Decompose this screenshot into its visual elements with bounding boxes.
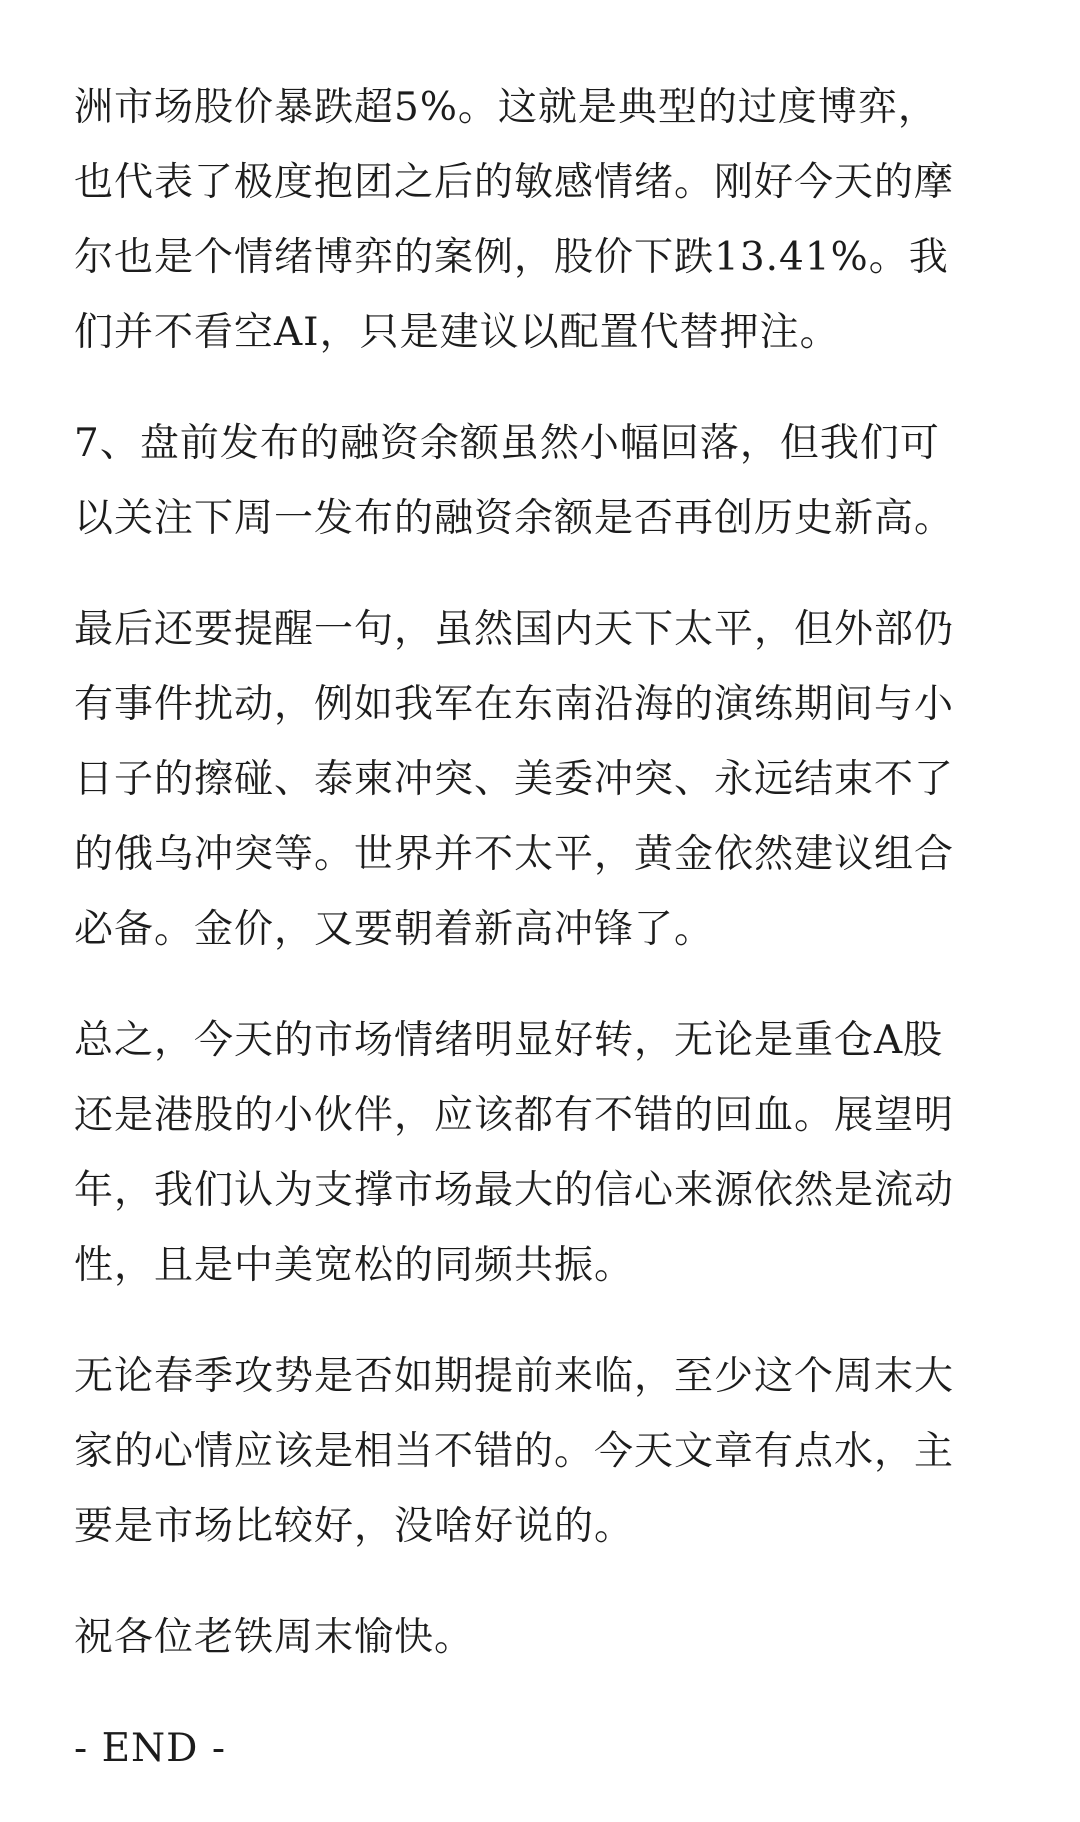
text-line: 尔也是个情绪博弈的案例，股价下跌13.41%。我	[74, 235, 949, 280]
text-line: 日子的擦碰、泰柬冲突、美委冲突、永远结束不了	[74, 757, 955, 802]
text-line: 家的心情应该是相当不错的。今天文章有点水，主	[74, 1429, 955, 1474]
article-body	[74, 70, 1014, 1822]
text-line: 年，我们认为支撑市场最大的信心来源依然是流动	[74, 1168, 955, 1213]
text-line: 有事件扰动，例如我军在东南沿海的演练期间与小	[74, 682, 955, 727]
text-line: 性，且是中美宽松的同频共振。	[74, 1243, 635, 1288]
text-line: 祝各位老铁周末愉快。	[74, 1615, 475, 1660]
paragraph-europe-market	[74, 70, 1014, 370]
paragraph-summary	[74, 1003, 1014, 1303]
end-mark	[74, 1711, 1014, 1786]
text-line: 要是市场比较好，没啥好说的。	[74, 1504, 635, 1549]
text-line: 无论春季攻势是否如期提前来临，至少这个周末大	[74, 1354, 955, 1399]
text-line: 们并不看空AI，只是建议以配置代替押注。	[74, 310, 840, 355]
text-line: 总之，今天的市场情绪明显好转，无论是重仓A股	[74, 1018, 944, 1063]
text-line: 也代表了极度抱团之后的敏感情绪。刚好今天的摩	[74, 160, 955, 205]
paragraph-greeting	[74, 1600, 1014, 1675]
text-line: 还是港股的小伙伴，应该都有不错的回血。展望明	[74, 1093, 955, 1138]
end-mark-text: - END -	[74, 1726, 227, 1771]
text-line: 必备。金价，又要朝着新高冲锋了。	[74, 907, 715, 952]
text-line: 最后还要提醒一句，虽然国内天下太平，但外部仍	[74, 607, 955, 652]
paragraph-margin-balance	[74, 406, 1014, 556]
paragraph-external-risk	[74, 592, 1014, 967]
text-line: 以关注下周一发布的融资余额是否再创历史新高。	[74, 496, 955, 541]
text-line: 7、盘前发布的融资余额虽然小幅回落，但我们可	[74, 421, 940, 466]
text-line: 的俄乌冲突等。世界并不太平，黄金依然建议组合	[74, 832, 955, 877]
text-line: 洲市场股价暴跌超5%。这就是典型的过度博弈，	[74, 85, 938, 130]
paragraph-weekend-mood	[74, 1339, 1014, 1564]
